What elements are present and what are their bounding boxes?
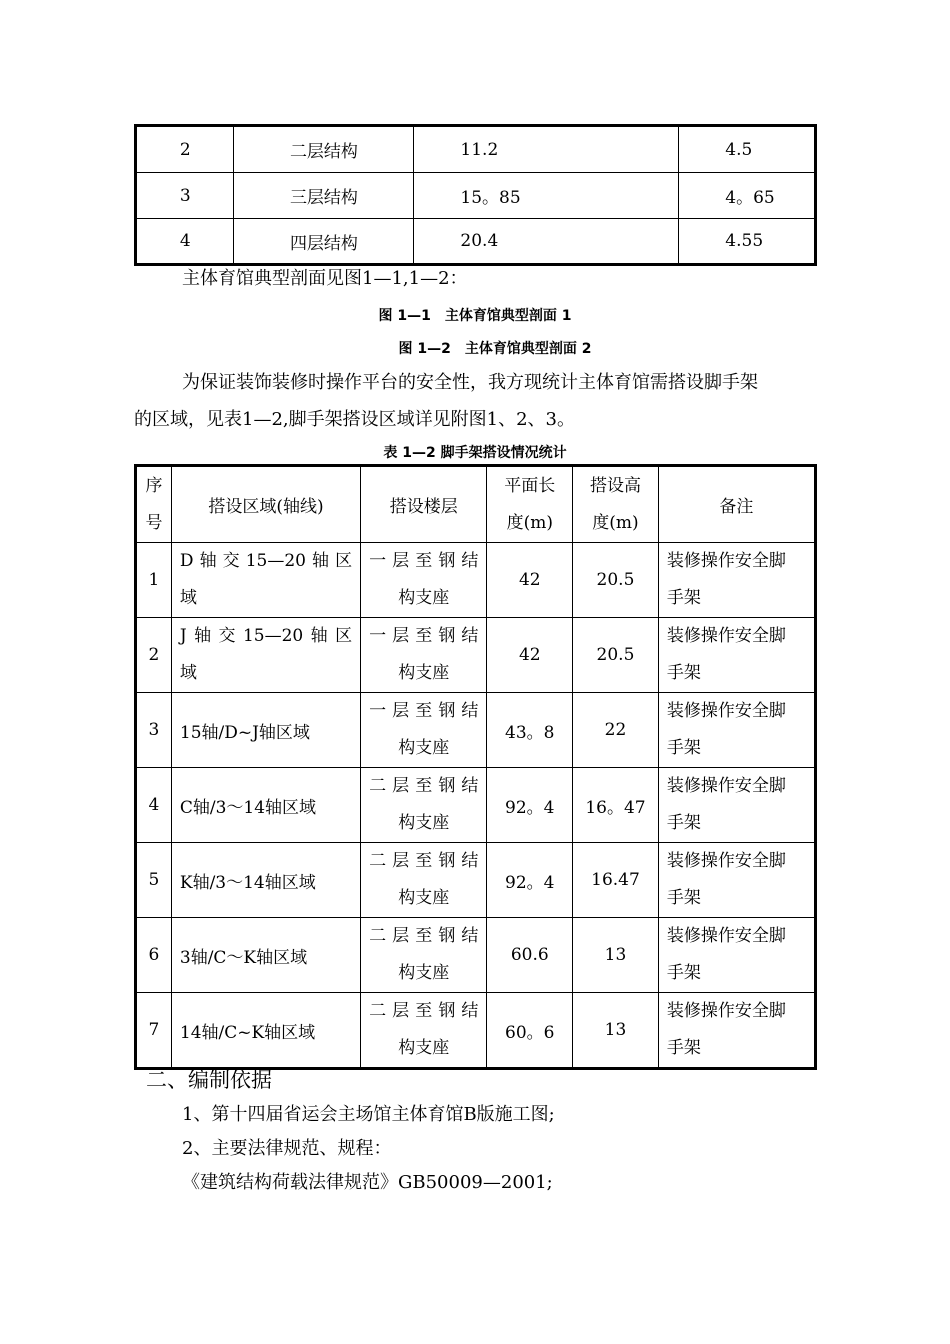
- table-row: [136, 768, 816, 843]
- cell-name: 二层结构: [234, 126, 414, 173]
- cell-area: J轴交15—20轴区 域: [171, 618, 360, 693]
- cell-floor: 二层至钢结 构支座: [361, 993, 487, 1069]
- cell-no: 6: [136, 918, 172, 993]
- cell-no: 4: [136, 768, 172, 843]
- cell-name: 四层结构: [234, 219, 414, 265]
- cell-height: 4.5: [679, 126, 816, 173]
- cell-remark: 装修操作安全脚 手架: [658, 918, 815, 993]
- cell-area: C轴/3～14轴区域: [171, 768, 360, 843]
- cell-area: K轴/3～14轴区域: [171, 843, 360, 918]
- cell-height: 16。47: [573, 768, 659, 843]
- scaffold-paragraph-line1: 为保证装饰装修时操作平台的安全性，我方现统计主体育馆需搭设脚手架: [182, 372, 758, 393]
- cell-floor: 一层至钢结 构支座: [361, 693, 487, 768]
- basis-item-3: 《建筑结构荷载法律规范》GB50009—2001;: [182, 1172, 553, 1193]
- cell-no: 2: [136, 618, 172, 693]
- cell-length: 92。4: [487, 768, 573, 843]
- cell-floor: 一层至钢结 构支座: [361, 618, 487, 693]
- cell-remark: 装修操作安全脚 手架: [658, 843, 815, 918]
- table-row: [136, 918, 816, 993]
- cell-elevation: 11.2: [414, 126, 679, 173]
- cell-height: 13: [573, 993, 659, 1069]
- cell-floor: 二层至钢结 构支座: [361, 768, 487, 843]
- cell-area: D轴交15—20轴区 域: [171, 543, 360, 618]
- floor-structure-table: [134, 124, 817, 266]
- cell-area: 14轴/C~K轴区域: [171, 993, 360, 1069]
- table-row: [136, 219, 816, 265]
- scaffold-paragraph-line2: 的区域，见表1—2,脚手架搭设区域详见附图1、2、3。: [134, 409, 575, 430]
- cell-no: 7: [136, 993, 172, 1069]
- cell-no: 3: [136, 173, 234, 219]
- cell-remark: 装修操作安全脚 手架: [658, 543, 815, 618]
- cell-height: 22: [573, 693, 659, 768]
- table-caption: 表 1—2 脚手架搭设情况统计: [383, 445, 567, 461]
- cell-length: 60.6: [487, 918, 573, 993]
- basis-item-2: 2、主要法律规范、规程：: [182, 1138, 392, 1159]
- section-reference-paragraph: 主体育馆典型剖面见图1—1,1—2：: [182, 268, 468, 289]
- table-row: [136, 126, 816, 173]
- cell-length: 43。8: [487, 693, 573, 768]
- section-heading: 二、编制依据: [146, 1068, 272, 1092]
- cell-length: 92。4: [487, 843, 573, 918]
- table-row: [136, 693, 816, 768]
- figure-caption-2: 图 1—2 主体育馆典型剖面 2: [398, 341, 592, 357]
- header-floor: 搭设楼层: [361, 466, 487, 543]
- cell-height: 20.5: [573, 543, 659, 618]
- header-length: 平面长 度(m): [487, 466, 573, 543]
- cell-area: 3轴/C～K轴区域: [171, 918, 360, 993]
- cell-length: 42: [487, 618, 573, 693]
- basis-item-1: 1、第十四届省运会主场馆主体育馆B版施工图;: [182, 1104, 555, 1125]
- cell-floor: 二层至钢结 构支座: [361, 843, 487, 918]
- cell-name: 三层结构: [234, 173, 414, 219]
- cell-floor: 一层至钢结 构支座: [361, 543, 487, 618]
- header-no: 序 号: [136, 466, 172, 543]
- cell-remark: 装修操作安全脚 手架: [658, 693, 815, 768]
- cell-length: 60。6: [487, 993, 573, 1069]
- cell-no: 2: [136, 126, 234, 173]
- cell-no: 3: [136, 693, 172, 768]
- header-remark: 备注: [658, 466, 815, 543]
- cell-elevation: 20.4: [414, 219, 679, 265]
- cell-remark: 装修操作安全脚 手架: [658, 768, 815, 843]
- cell-remark: 装修操作安全脚 手架: [658, 993, 815, 1069]
- cell-height: 4.55: [679, 219, 816, 265]
- table-row: [136, 173, 816, 219]
- scaffold-statistics-table: [134, 464, 817, 1070]
- cell-length: 42: [487, 543, 573, 618]
- header-height: 搭设高 度(m): [573, 466, 659, 543]
- cell-no: 5: [136, 843, 172, 918]
- table-header-row: [136, 466, 816, 543]
- figure-caption-1: 图 1—1 主体育馆典型剖面 1: [378, 308, 572, 324]
- cell-remark: 装修操作安全脚 手架: [658, 618, 815, 693]
- table-row: [136, 618, 816, 693]
- cell-no: 1: [136, 543, 172, 618]
- cell-height: 4。65: [679, 173, 816, 219]
- cell-height: 13: [573, 918, 659, 993]
- header-area: 搭设区域(轴线): [171, 466, 360, 543]
- cell-area: 15轴/D~J轴区域: [171, 693, 360, 768]
- cell-floor: 二层至钢结 构支座: [361, 918, 487, 993]
- cell-height: 20.5: [573, 618, 659, 693]
- cell-elevation: 15。85: [414, 173, 679, 219]
- cell-height: 16.47: [573, 843, 659, 918]
- table-row: [136, 993, 816, 1069]
- table-row: [136, 543, 816, 618]
- cell-no: 4: [136, 219, 234, 265]
- table-row: [136, 843, 816, 918]
